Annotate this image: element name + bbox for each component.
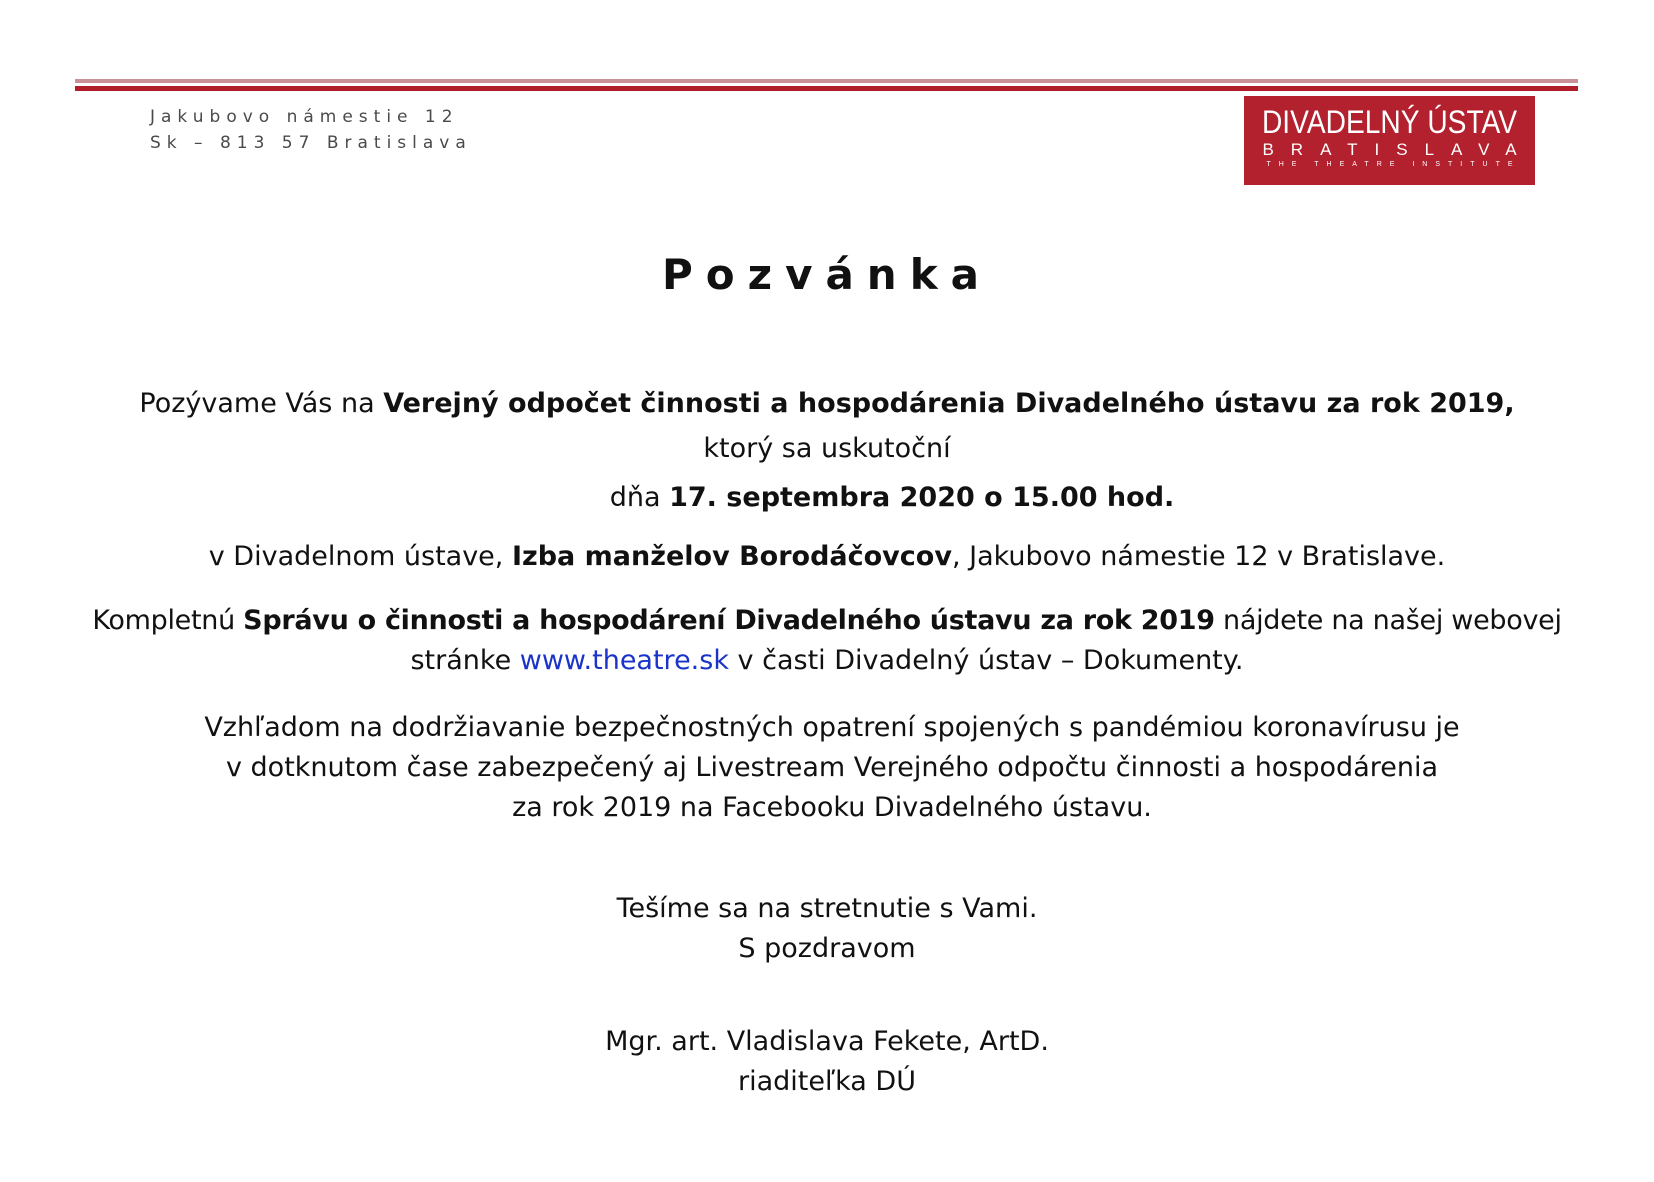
report-suffix: nájdete na našej webovej — [1214, 605, 1562, 636]
signature-name: Mgr. art. Vladislava Fekete, ArtD. — [605, 1026, 1049, 1057]
logo-main-text: DIVADELNÝ ÚSTAV — [1261, 104, 1518, 140]
page-title: Pozvánka — [662, 250, 992, 299]
report-line2-prefix: stránke — [410, 645, 520, 676]
invite-line-2: ktorý sa uskutoční — [703, 433, 951, 464]
event-date: 17. septembra 2020 o 15.00 hod. — [669, 482, 1175, 513]
report-line2-suffix: v časti Divadelný ústav – Dokumenty. — [728, 645, 1244, 676]
event-name: Verejný odpočet činnosti a hospodárenia Divadelného ústavu za rok 2019 — [383, 388, 1505, 419]
address-line-street: Jakubovo námestie 12 — [150, 107, 459, 127]
sender-address — [150, 104, 472, 156]
place-suffix: , Jakubovo námestie 12 v Bratislave. — [951, 541, 1446, 572]
closing-line-1: Tešíme sa na stretnutie s Vami. — [616, 893, 1038, 924]
event-place-line — [40, 541, 1614, 572]
livestream-line-3: za rok 2019 na Facebooku Divadelného ústavu. — [512, 792, 1152, 823]
invite-intro: Pozývame Vás na — [139, 388, 384, 419]
report-prefix: Kompletnú — [92, 605, 244, 636]
header-rule-bottom — [75, 86, 1578, 91]
report-line-2 — [40, 645, 1614, 676]
report-line-1 — [40, 605, 1614, 636]
signature-role: riaditeľka DÚ — [738, 1066, 916, 1097]
theatre-institute-logo — [1244, 96, 1535, 185]
logo-sub-text: BRATISLAVA — [1262, 140, 1534, 159]
invite-line-1 — [40, 388, 1614, 419]
livestream-line-2: v dotknutom čase zabezpečený aj Livestream Verejného odpočtu činnosti a hospodárenia — [225, 752, 1439, 783]
address-line-city: Sk – 813 57 Bratislava — [150, 133, 472, 153]
closing-line-2: S pozdravom — [738, 933, 916, 964]
website-link[interactable]: www.theatre.sk — [519, 645, 729, 676]
livestream-line-1: Vzhľadom na dodržiavanie bezpečnostných opatrení spojených s pandémiou koronavírusu je — [204, 712, 1460, 743]
header-rule-top — [75, 79, 1578, 83]
event-comma: , — [1504, 388, 1515, 419]
place-prefix: v Divadelnom ústave, — [208, 541, 512, 572]
date-prefix: dňa — [609, 482, 670, 513]
report-title: Správu o činnosti a hospodárení Divadelného ústavu za rok 2019 — [243, 605, 1215, 636]
place-room: Izba manželov Borodáčovcov — [511, 541, 952, 572]
logo-tagline: THE THEATRE INSTITUTE — [1266, 161, 1521, 168]
event-date-line — [105, 482, 1654, 513]
